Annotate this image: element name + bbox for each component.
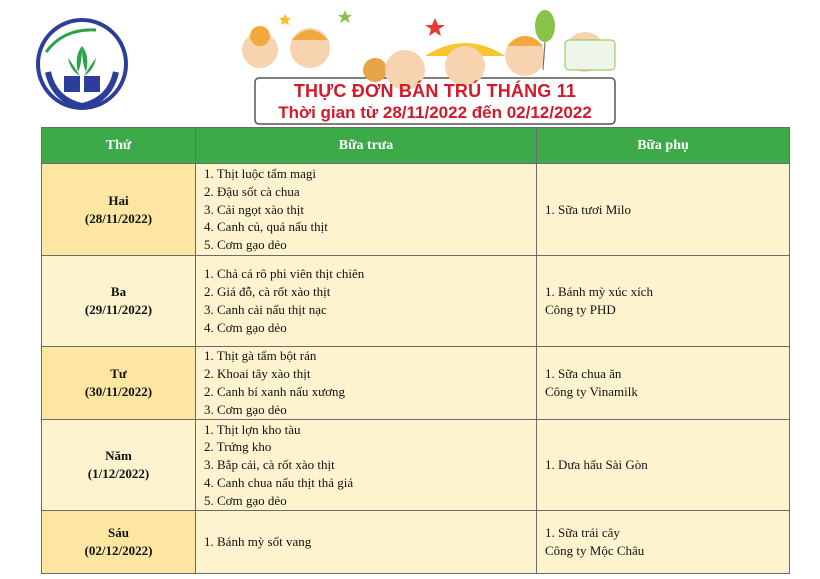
table-row xyxy=(42,420,790,511)
title-block xyxy=(255,80,615,128)
table-row xyxy=(42,511,790,574)
day-date: (02/12/2022) xyxy=(84,543,153,558)
day-cell xyxy=(42,347,196,420)
lunch-cell xyxy=(196,347,537,420)
column-header-snack: Bữa phụ xyxy=(537,128,790,164)
snack-item: 1. Sữa trái cây xyxy=(545,525,620,540)
snack-cell xyxy=(537,420,790,511)
lunch-item: 4. Canh củ, quả nấu thịt xyxy=(204,219,328,235)
page-title: THỰC ĐƠN BÁN TRÚ THÁNG 11 xyxy=(293,81,577,101)
lunch-cell xyxy=(196,420,537,511)
day-name: Năm xyxy=(105,448,132,464)
lunch-item: 5. Cơm gạo dẻo xyxy=(204,237,287,253)
lunch-item: 2. Đậu sốt cà chua xyxy=(204,183,300,199)
day-cell xyxy=(42,511,196,574)
snack-item: 1. Sữa tươi Milo xyxy=(545,201,631,217)
page-subtitle: Thời gian từ 28/11/2022 đến 02/12/2022 xyxy=(278,103,592,122)
column-header-day: Thứ xyxy=(42,128,196,164)
snack-supplier: Công ty Mộc Châu xyxy=(545,543,645,558)
lunch-item: 2. Giá đỗ, cà rốt xào thịt xyxy=(204,284,331,300)
day-name: Sáu xyxy=(108,525,129,541)
day-cell xyxy=(42,164,196,256)
snack-cell xyxy=(537,347,790,420)
day-date: (28/11/2022) xyxy=(84,210,153,226)
lunch-item: 2. Khoai tây xào thịt xyxy=(204,366,311,382)
lunch-cell xyxy=(196,256,537,347)
day-date: (1/12/2022) xyxy=(87,466,150,481)
lunch-item: 3. Cải ngọt xào thịt xyxy=(204,201,305,217)
day-name: Hai xyxy=(108,192,129,208)
lunch-cell xyxy=(196,164,537,256)
table-row xyxy=(42,256,790,347)
day-cell xyxy=(42,256,196,347)
table-row xyxy=(42,347,790,420)
snack-supplier: Công ty Vinamilk xyxy=(545,384,638,399)
day-cell xyxy=(42,420,196,511)
snack-cell xyxy=(537,511,790,574)
lunch-item: 1. Bánh mỳ sốt vang xyxy=(204,534,312,550)
table-row xyxy=(42,164,790,256)
lunch-cell xyxy=(196,511,537,574)
lunch-item: 2. Canh bí xanh nấu xương xyxy=(204,384,346,399)
lunch-item: 2. Trứng kho xyxy=(204,439,272,455)
day-name: Ba xyxy=(110,284,127,300)
snack-cell xyxy=(537,164,790,256)
snack-item: 1. Sữa chua ăn xyxy=(545,366,622,381)
lunch-item: 3. Cơm gạo dẻo xyxy=(204,401,287,417)
lunch-item: 5. Cơm gạo dẻo xyxy=(204,492,287,508)
column-header-lunch: Bữa trưa xyxy=(196,128,537,164)
snack-item: 1. Bánh mỳ xúc xích xyxy=(545,284,653,299)
lunch-item: 3. Canh cải nấu thịt nạc xyxy=(204,302,327,317)
table-header-row xyxy=(42,128,790,164)
snack-supplier: Công ty PHD xyxy=(545,302,616,317)
lunch-item: 4. Cơm gạo dẻo xyxy=(204,319,287,335)
snack-cell xyxy=(537,256,790,347)
school-logo xyxy=(34,16,130,112)
menu-table xyxy=(41,127,790,574)
day-date: (29/11/2022) xyxy=(84,302,153,317)
day-name: Tư xyxy=(110,366,127,382)
lunch-item: 1. Thịt luộc tẩm magi xyxy=(204,166,317,181)
day-date: (30/11/2022) xyxy=(84,384,153,399)
lunch-item: 4. Canh chua nấu thịt thả giá xyxy=(204,474,354,490)
lunch-item: 3. Bắp cải, cà rốt xào thịt xyxy=(204,457,335,473)
lunch-item: 1. Thịt lợn kho tàu xyxy=(204,421,301,437)
lunch-item: 1. Chả cá rô phi viên thịt chiên xyxy=(204,266,365,282)
lunch-item: 1. Thịt gà tẩm bột rán xyxy=(204,348,317,364)
snack-item: 1. Dưa hấu Sài Gòn xyxy=(545,457,648,472)
